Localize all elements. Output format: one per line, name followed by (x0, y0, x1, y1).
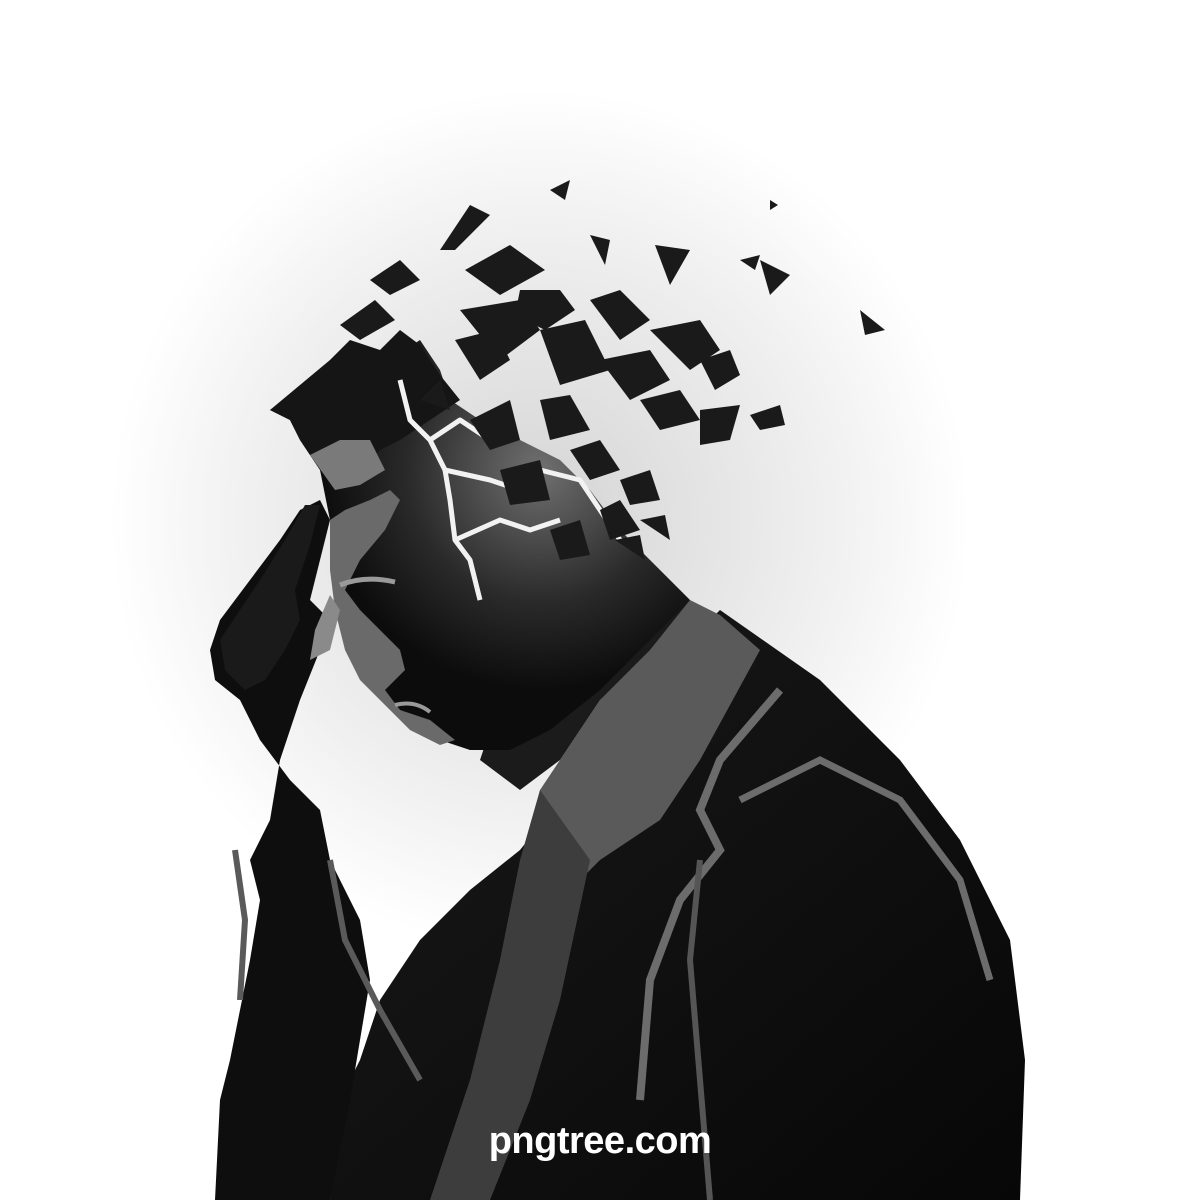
wrist-line (235, 850, 245, 1000)
watermark-text: pngtree.com (488, 1120, 712, 1162)
